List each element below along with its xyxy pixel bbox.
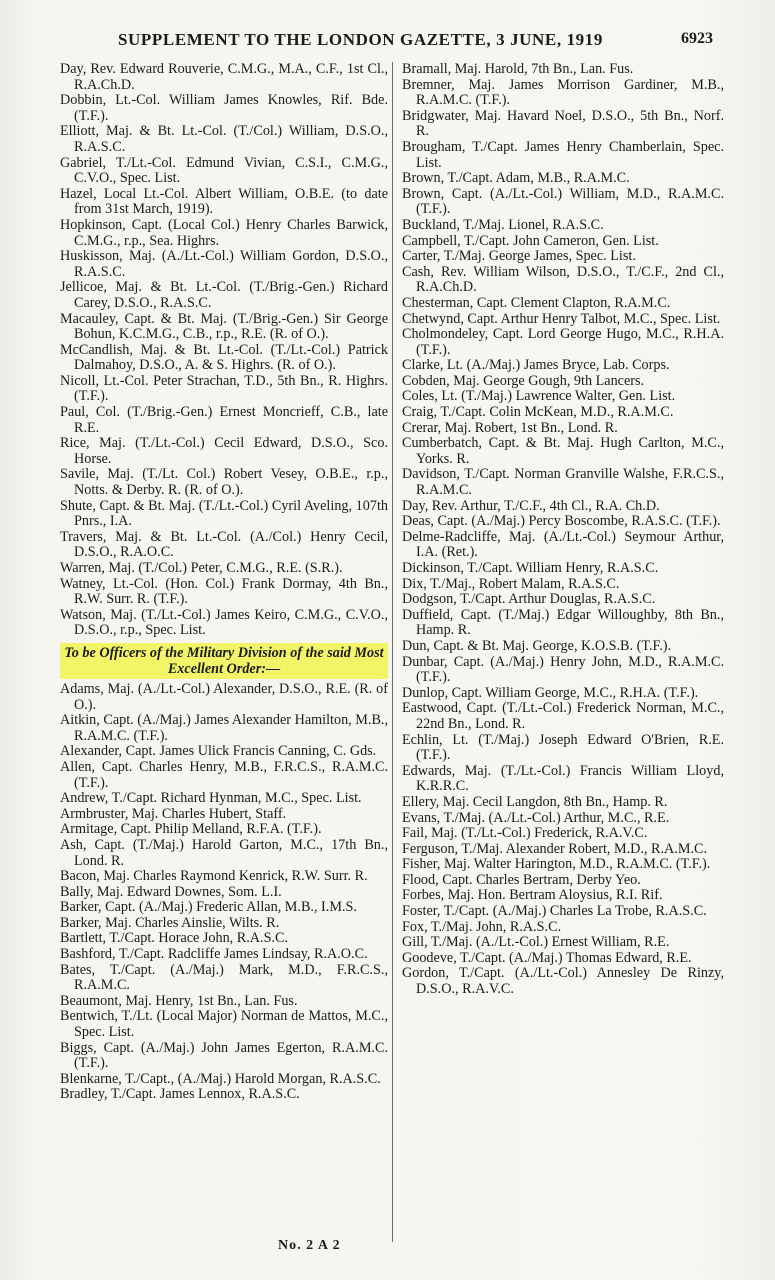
gazette-entry: Ash, Capt. (T./Maj.) Harold Garton, M.C., 17th Bn., Lond. R. bbox=[60, 836, 388, 869]
gazette-entry: Rice, Maj. (T./Lt.-Col.) Cecil Edward, D.S.O., Sco. Horse. bbox=[60, 435, 388, 467]
gazette-entry: Dix, T./Maj., Robert Malam, R.A.S.C. bbox=[402, 575, 620, 592]
gazette-entry: Warren, Maj. (T./Col.) Peter, C.M.G., R.E. (S.R.). bbox=[60, 560, 343, 576]
right-column bbox=[402, 62, 724, 998]
gazette-entry: Bacon, Maj. Charles Raymond Kenrick, R.W. Surr. R. bbox=[60, 868, 368, 885]
gazette-entry: Blenkarne, T./Capt., (A./Maj.) Harold Morgan, R.A.S.C. bbox=[60, 1070, 381, 1087]
gazette-entry: Nicoll, Lt.-Col. Peter Strachan, T.D., 5th Bn., R. Highrs. (T.F.). bbox=[60, 372, 388, 405]
gazette-entry: McCandlish, Maj. & Bt. Lt.-Col. (T./Lt.-Col.) Patrick Dalmahoy, D.S.O., A. & S. Highrs. (R. of O.). bbox=[60, 341, 388, 374]
gazette-entry: Adams, Maj. (A./Lt.-Col.) Alexander, D.S.O., R.E. (R. of O.). bbox=[60, 680, 388, 713]
gazette-entry: Fisher, Maj. Walter Harington, M.D., R.A.M.C. (T.F.). bbox=[402, 856, 711, 873]
gazette-entry: Dun, Capt. & Bt. Maj. George, K.O.S.B. (T.F.). bbox=[402, 637, 672, 654]
gazette-entry: Andrew, T./Capt. Richard Hynman, M.C., Spec. List. bbox=[60, 790, 362, 807]
gazette-entry: Foster, T./Capt. (A./Maj.) Charles La Trobe, R.A.S.C. bbox=[402, 903, 707, 920]
gazette-entry: Deas, Capt. (A./Maj.) Percy Boscombe, R.A.S.C. (T.F.). bbox=[402, 513, 721, 530]
gazette-entry: Watson, Maj. (T./Lt.-Col.) James Keiro, C.M.G., C.V.O., D.S.O., r.p., Spec. List. bbox=[60, 606, 388, 639]
gazette-entry: Paul, Col. (T./Brig.-Gen.) Ernest Moncrieff, C.B., late R.E. bbox=[60, 404, 388, 436]
gazette-entry: Ferguson, T./Maj. Alexander Robert, M.D., R.A.M.C. bbox=[402, 840, 708, 857]
gazette-entry: Allen, Capt. Charles Henry, M.B., F.R.C.S., R.A.M.C. (T.F.). bbox=[60, 758, 388, 791]
gazette-entry: Savile, Maj. (T./Lt. Col.) Robert Vesey, O.B.E., r.p., Notts. & Derby. R. (R. of O.). bbox=[60, 466, 388, 499]
left-column bbox=[60, 62, 388, 1103]
gazette-entry: Chetwynd, Capt. Arthur Henry Talbot, M.C., Spec. List. bbox=[402, 310, 721, 327]
gazette-entry: Gill, T./Maj. (A./Lt.-Col.) Ernest William, R.E. bbox=[402, 934, 670, 951]
gazette-entry: Evans, T./Maj. (A./Lt.-Col.) Arthur, M.C., R.E. bbox=[402, 809, 670, 826]
gazette-entry: Shute, Capt. & Bt. Maj. (T./Lt.-Col.) Cyril Aveling, 107th Pnrs., I.A. bbox=[60, 497, 388, 530]
gazette-entry: Bentwich, T./Lt. (Local Major) Norman de Mattos, M.C., Spec. List. bbox=[60, 1008, 388, 1041]
gazette-entry: Delme-Radcliffe, Maj. (A./Lt.-Col.) Seymour Arthur, I.A. (Ret.). bbox=[402, 528, 724, 561]
gazette-entry: Travers, Maj. & Bt. Lt.-Col. (A./Col.) Henry Cecil, D.S.O., R.A.O.C. bbox=[60, 528, 388, 561]
gazette-entry: Day, Rev. Arthur, T./C.F., 4th Cl., R.A. Ch.D. bbox=[402, 497, 660, 514]
gazette-entry: Dobbin, Lt.-Col. William James Knowles, Rif. Bde. (T.F.). bbox=[60, 92, 388, 124]
gazette-entry: Edwards, Maj. (T./Lt.-Col.) Francis William Lloyd, K.R.R.C. bbox=[402, 762, 724, 795]
gazette-entry: Eastwood, Capt. (T./Lt.-Col.) Frederick Norman, M.C., 22nd Bn., Lond. R. bbox=[402, 700, 724, 732]
gazette-entry: Alexander, Capt. James Ulick Francis Canning, C. Gds. bbox=[60, 743, 377, 760]
gazette-entry: Bridgwater, Maj. Havard Noel, D.S.O., 5th Bn., Norf. R. bbox=[402, 107, 724, 140]
gazette-entry: Armbruster, Maj. Charles Hubert, Staff. bbox=[60, 805, 287, 822]
gazette-entry: Ellery, Maj. Cecil Langdon, 8th Bn., Hamp. R. bbox=[402, 793, 668, 810]
gazette-entry: Coles, Lt. (T./Maj.) Lawrence Walter, Gen. List. bbox=[402, 388, 676, 405]
gazette-entry: Gordon, T./Capt. (A./Lt.-Col.) Annesley De Rinzy, D.S.O., R.A.V.C. bbox=[402, 965, 724, 998]
gazette-entry: Hazel, Local Lt.-Col. Albert William, O.B.E. (to date from 31st March, 1919). bbox=[60, 185, 388, 218]
gazette-entry: Brown, Capt. (A./Lt.-Col.) William, M.D., R.A.M.C. (T.F.). bbox=[402, 185, 724, 218]
gazette-entry: Crerar, Maj. Robert, 1st Bn., Lond. R. bbox=[402, 419, 618, 436]
gazette-entry: Dunbar, Capt. (A./Maj.) Henry John, M.D., R.A.M.C. (T.F.). bbox=[402, 653, 724, 686]
gazette-entry: Dodgson, T./Capt. Arthur Douglas, R.A.S.C. bbox=[402, 591, 656, 608]
gazette-entry: Bally, Maj. Edward Downes, Som. L.I. bbox=[60, 883, 282, 900]
left-column-entries-top bbox=[60, 62, 388, 639]
page-number: 6923 bbox=[681, 30, 713, 47]
gazette-entry: Watney, Lt.-Col. (Hon. Col.) Frank Dormay, 4th Bn., R.W. Surr. R. (T.F.). bbox=[60, 575, 388, 608]
section-heading: To be Officers of the Military Division of the said Most Excellent Order:— bbox=[60, 643, 388, 679]
gazette-entry: Buckland, T./Maj. Lionel, R.A.S.C. bbox=[402, 216, 604, 233]
page-footer-code: No. 2 A 2 bbox=[278, 1238, 341, 1253]
gazette-entry: Davidson, T./Capt. Norman Granville Walshe, F.R.C.S., R.A.M.C. bbox=[402, 466, 724, 499]
gazette-entry: Campbell, T./Capt. John Cameron, Gen. List. bbox=[402, 232, 659, 249]
gazette-entry: Bremner, Maj. James Morrison Gardiner, M.B., R.A.M.C. (T.F.). bbox=[402, 76, 724, 109]
gazette-entry: Bartlett, T./Capt. Horace John, R.A.S.C. bbox=[60, 930, 289, 947]
gazette-entry: Cumberbatch, Capt. & Bt. Maj. Hugh Carlton, M.C., Yorks. R. bbox=[402, 435, 724, 467]
gazette-entry: Huskisson, Maj. (A./Lt.-Col.) William Gordon, D.S.O., R.A.S.C. bbox=[60, 248, 388, 280]
gazette-entry: Clarke, Lt. (A./Maj.) James Bryce, Lab. Corps. bbox=[402, 357, 670, 374]
gazette-entry: Forbes, Maj. Hon. Bertram Aloysius, R.I. Rif. bbox=[402, 887, 663, 904]
gazette-entry: Bradley, T./Capt. James Lennox, R.A.S.C. bbox=[60, 1086, 300, 1103]
gazette-entry: Carter, T./Maj. George James, Spec. List. bbox=[402, 248, 636, 265]
gazette-entry: Dickinson, T./Capt. William Henry, R.A.S.C. bbox=[402, 560, 659, 576]
gazette-entry: Brown, T./Capt. Adam, M.B., R.A.M.C. bbox=[402, 170, 630, 187]
gazette-entry: Barker, Capt. (A./Maj.) Frederic Allan, M.B., I.M.S. bbox=[60, 899, 357, 916]
gazette-entry: Craig, T./Capt. Colin McKean, M.D., R.A.M.C. bbox=[402, 404, 674, 421]
gazette-entry: Bramall, Maj. Harold, 7th Bn., Lan. Fus. bbox=[402, 61, 634, 77]
gazette-entry: Echlin, Lt. (T./Maj.) Joseph Edward O'Brien, R.E. (T.F.). bbox=[402, 731, 724, 764]
page-header bbox=[0, 30, 775, 52]
gazette-entry: Cash, Rev. William Wilson, D.S.O., T./C.F., 2nd Cl., R.A.Ch.D. bbox=[402, 263, 724, 296]
gazette-entry: Barker, Maj. Charles Ainslie, Wilts. R. bbox=[60, 914, 280, 931]
left-column-entries-bottom bbox=[60, 682, 388, 1103]
gazette-entry: Cobden, Maj. George Gough, 9th Lancers. bbox=[402, 372, 645, 389]
gazette-entry: Elliott, Maj. & Bt. Lt.-Col. (T./Col.) William, D.S.O., R.A.S.C. bbox=[60, 123, 388, 155]
gazette-entry: Fail, Maj. (T./Lt.-Col.) Frederick, R.A.V.C. bbox=[402, 825, 648, 842]
gazette-entry: Duffield, Capt. (T./Maj.) Edgar Willoughby, 8th Bn., Hamp. R. bbox=[402, 606, 724, 639]
page-title: SUPPLEMENT TO THE LONDON GAZETTE, 3 JUNE, 1919 bbox=[118, 30, 603, 49]
gazette-entry: Goodeve, T./Capt. (A./Maj.) Thomas Edward, R.E. bbox=[402, 949, 692, 966]
gazette-entry: Bashford, T./Capt. Radcliffe James Lindsay, R.A.O.C. bbox=[60, 946, 368, 963]
gazette-entry: Gabriel, T./Lt.-Col. Edmund Vivian, C.S.I., C.M.G., C.V.O., Spec. List. bbox=[60, 154, 388, 187]
gazette-entry: Brougham, T./Capt. James Henry Chamberlain, Spec. List. bbox=[402, 138, 724, 171]
gazette-entry: Cholmondeley, Capt. Lord George Hugo, M.C., R.H.A. (T.F.). bbox=[402, 326, 724, 358]
gazette-entry: Armitage, Capt. Philip Melland, R.F.A. (T.F.). bbox=[60, 821, 322, 838]
right-column-entries bbox=[402, 62, 724, 998]
gazette-entry: Beaumont, Maj. Henry, 1st Bn., Lan. Fus. bbox=[60, 992, 298, 1009]
gazette-entry: Dunlop, Capt. William George, M.C., R.H.A. (T.F.). bbox=[402, 684, 699, 701]
gazette-entry: Macauley, Capt. & Bt. Maj. (T./Brig.-Gen.) Sir George Bohun, K.C.M.G., C.B., r.p., R.E. (R. of O.). bbox=[60, 310, 388, 343]
gazette-entry: Day, Rev. Edward Rouverie, C.M.G., M.A., C.F., 1st Cl., R.A.Ch.D. bbox=[60, 61, 388, 93]
gazette-entry: Hopkinson, Capt. (Local Col.) Henry Charles Barwick, C.M.G., r.p., Sea. Highrs. bbox=[60, 216, 388, 249]
gazette-entry: Fox, T./Maj. John, R.A.S.C. bbox=[402, 918, 562, 935]
column-divider bbox=[392, 62, 393, 1242]
gazette-entry: Aitkin, Capt. (A./Maj.) James Alexander Hamilton, M.B., R.A.M.C. (T.F.). bbox=[60, 712, 388, 744]
gazette-entry: Chesterman, Capt. Clement Clapton, R.A.M.C. bbox=[402, 294, 671, 311]
gazette-entry: Biggs, Capt. (A./Maj.) John James Egerton, R.A.M.C. (T.F.). bbox=[60, 1039, 388, 1072]
gazette-entry: Jellicoe, Maj. & Bt. Lt.-Col. (T./Brig.-Gen.) Richard Carey, D.S.O., R.A.S.C. bbox=[60, 279, 388, 311]
gazette-entry: Bates, T./Capt. (A./Maj.) Mark, M.D., F.R.C.S., R.A.M.C. bbox=[60, 961, 388, 994]
gazette-entry: Flood, Capt. Charles Bertram, Derby Yeo. bbox=[402, 871, 641, 888]
